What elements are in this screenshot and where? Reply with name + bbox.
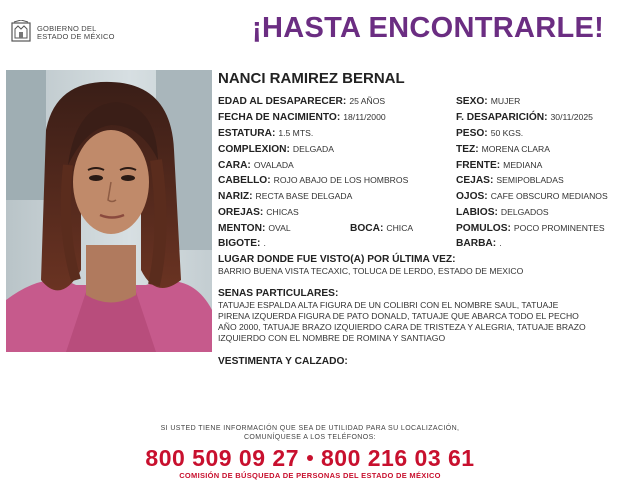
field-label: CABELLO:: [218, 175, 271, 186]
field-value: ROJO ABAJO DE LOS HOMBROS: [273, 175, 409, 185]
phone-1[interactable]: 800 509 09 27: [145, 445, 299, 471]
field-value: 30/11/2025: [550, 112, 593, 122]
field-value: 50 KGS.: [490, 128, 524, 138]
field-value: MUJER: [490, 96, 521, 106]
field-cheekbones: [456, 222, 605, 235]
field-value: POCO PROMINENTES: [513, 223, 605, 233]
field-label: FRENTE:: [456, 160, 501, 171]
field-label: LABIOS:: [456, 207, 498, 218]
field-label: BIGOTE:: [218, 238, 261, 249]
field-label: SEXO:: [456, 96, 488, 107]
field-value: MORENA CLARA: [481, 144, 550, 154]
field-value: OVALADA: [253, 160, 294, 170]
field-height: [218, 127, 313, 140]
field-label: F. DESAPARICIÓN:: [456, 112, 548, 123]
field-value: .: [263, 238, 266, 248]
field-complexion: [456, 143, 550, 156]
field-label: MENTON:: [218, 223, 266, 234]
person-name: NANCI RAMIREZ BERNAL: [218, 70, 405, 87]
field-value: 1.5 MTS.: [278, 128, 314, 138]
field-mustache: [218, 237, 266, 250]
field-face: [218, 159, 294, 172]
field-value: .: [499, 238, 502, 248]
field-value: CAFE OBSCURO MEDIANOS: [490, 191, 608, 201]
field-value: OVAL: [268, 223, 291, 233]
logo-line-2: ESTADO DE MÉXICO: [37, 32, 115, 41]
field-forehead: [456, 159, 542, 172]
field-ears: [218, 206, 299, 219]
field-label: BARBA:: [456, 238, 497, 249]
phone-numbers: [0, 445, 620, 472]
field-hair: [218, 174, 408, 187]
field-sex: [456, 95, 520, 108]
field-lips: [456, 206, 549, 219]
field-label: TEZ:: [456, 144, 479, 155]
marks-line: AÑO 2000, TATUAJE BRAZO IZQUIERDO CARA DE TRISTEZA Y ALEGRIA, TATUAJE BRAZO: [218, 322, 586, 332]
field-label: CEJAS:: [456, 175, 494, 186]
last-seen-label: LUGAR DONDE FUE VISTO(A) POR ÚLTIMA VEZ:: [218, 254, 456, 265]
person-photo: [6, 70, 212, 352]
field-value: CHICA: [386, 223, 414, 233]
field-label: NARIZ:: [218, 191, 253, 202]
field-label: COMPLEXION:: [218, 144, 290, 155]
field-value: DELGADA: [292, 144, 334, 154]
banner-title: ¡HASTA ENCONTRARLE!: [252, 12, 605, 44]
field-value: 18/11/2000: [343, 112, 386, 122]
field-value: DELGADOS: [500, 207, 549, 217]
field-disappearance-date: [456, 111, 593, 124]
field-label: BOCA:: [350, 223, 384, 234]
field-value: SEMIPOBLADAS: [496, 175, 564, 185]
field-build: [218, 143, 334, 156]
government-logo: [10, 20, 120, 46]
field-value: CHICAS: [266, 207, 299, 217]
logo-line-1: GOBIERNO DEL: [37, 24, 97, 33]
state-crest-icon: [10, 20, 32, 44]
clothing-label: VESTIMENTA Y CALZADO:: [218, 356, 348, 367]
commission-name: COMISIÓN DE BÚSQUEDA DE PERSONAS DEL ESTADO DE MÉXICO: [179, 471, 441, 480]
phone-2[interactable]: 800 216 03 61: [321, 445, 475, 471]
field-label: CARA:: [218, 160, 251, 171]
marks-line: IZQUIERDO CON EL NOMBRE DE ROMINA Y SANTIAGO: [218, 333, 446, 343]
field-label: POMULOS:: [456, 223, 511, 234]
field-value: 25 AÑOS: [349, 96, 386, 106]
field-label: ESTATURA:: [218, 128, 276, 139]
portrait-illustration: [6, 70, 212, 352]
field-age: [218, 95, 385, 108]
field-eyes: [456, 190, 608, 203]
field-nose: [218, 190, 352, 203]
field-chin: [218, 222, 291, 235]
field-beard: [456, 237, 502, 250]
field-eyebrows: [456, 174, 564, 187]
field-label: EDAD AL DESAPARECER:: [218, 96, 347, 107]
separator-dot-icon: [307, 455, 313, 461]
field-value: RECTA BASE DELGADA: [255, 191, 353, 201]
field-birth-date: [218, 111, 386, 124]
field-label: FECHA DE NACIMIENTO:: [218, 112, 341, 123]
field-label: OJOS:: [456, 191, 488, 202]
marks-label: SENAS PARTICULARES:: [218, 288, 339, 299]
field-weight: [456, 127, 523, 140]
marks-line: PIRENA IZQUERDA FIGURA DE PATO DONALD, TATUAJE QUE ABARCA TODO EL PECHO: [218, 311, 579, 321]
info-line-1: SI USTED TIENE INFORMACIÓN QUE SEA DE UTILIDAD PARA SU LOCALIZACIÓN,: [160, 425, 460, 432]
info-line-2: COMUNÍQUESE A LOS TELÉFONOS:: [243, 434, 377, 441]
field-mouth: [350, 222, 413, 235]
field-value: MEDIANA: [503, 160, 543, 170]
marks-line: TATUAJE ESPALDA ALTA FIGURA DE UN COLIBRI CON EL NOMBRE SAUL, TATUAJE: [218, 300, 559, 310]
field-label: PESO:: [456, 128, 488, 139]
last-seen-value: BARRIO BUENA VISTA TECAXIC, TOLUCA DE LERDO, ESTADO DE MEXICO: [218, 266, 524, 276]
field-label: OREJAS:: [218, 207, 264, 218]
